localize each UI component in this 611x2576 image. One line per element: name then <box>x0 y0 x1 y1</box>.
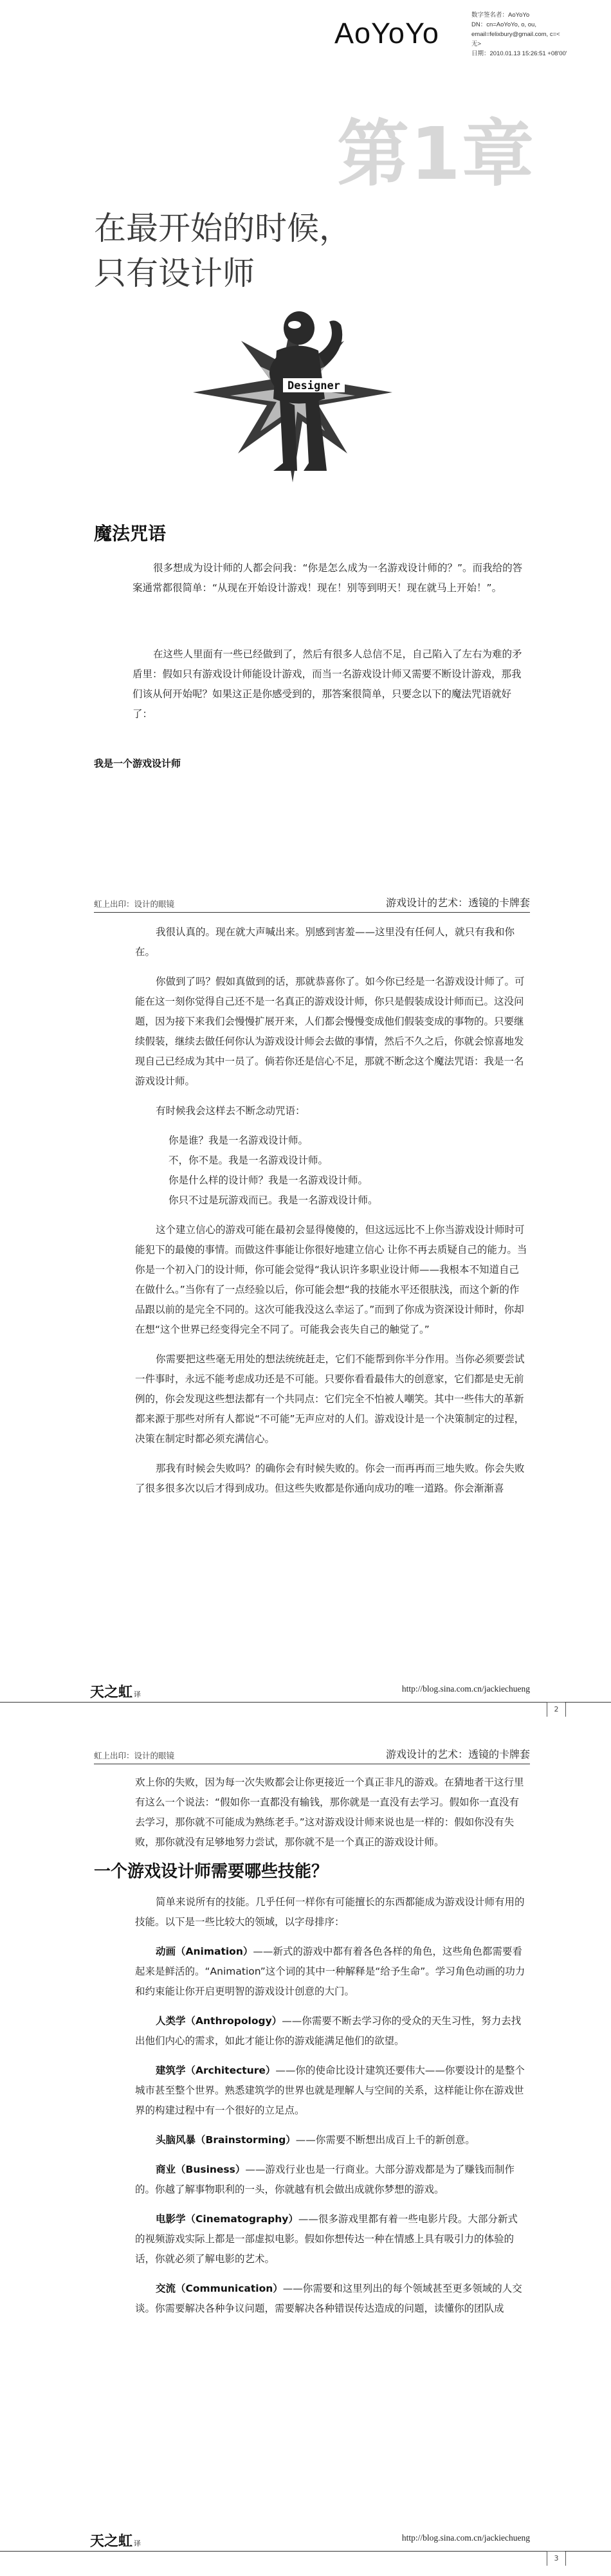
chant-block <box>169 1131 527 1210</box>
footer-logo-text: 天之虹 <box>90 2533 133 2550</box>
signature-line: 数字签名者：AoYoYo <box>471 12 530 19</box>
skill-item <box>135 2061 527 2121</box>
designer-illustration <box>187 302 399 495</box>
skill-name: 商业（Business） <box>156 2164 246 2175</box>
chant-line: 不，你不是。我是一名游戏设计师。 <box>169 1155 329 1166</box>
signature-line: 日期：2010.01.13 15:26:51 +08'00' <box>471 50 567 57</box>
running-header-left: 虹上出印：设计的眼镜 <box>94 899 175 909</box>
running-header <box>94 1746 530 1764</box>
chant-line: 你是谁？我是一名游戏设计师。 <box>169 1135 309 1146</box>
chant-line: 你只不过是玩游戏而已。我是一名游戏设计师。 <box>169 1194 378 1206</box>
footer-logo <box>90 1681 141 1701</box>
page-3-body <box>94 1773 527 2328</box>
footer-rule <box>0 2551 547 2552</box>
skill-name: 人类学（Anthropology） <box>156 2015 282 2027</box>
skill-desc: ——你需要和这里列出的每个领域甚至更多领域的人交谈。你需要解决各种争议问题，需要解决各种错误传达造成的问题，读懂你的团队成 <box>135 2283 522 2314</box>
skill-desc: ——你需要不断想出成百上千的新创意。 <box>295 2134 475 2146</box>
running-header-left: 虹上出印：设计的眼镜 <box>94 1751 175 1760</box>
page-1 <box>0 0 611 875</box>
footer-logo <box>90 2530 141 2550</box>
skill-item <box>135 2279 527 2319</box>
chapter-title-line: 只有设计师 <box>94 255 255 292</box>
skill-name: 建筑学（Architecture） <box>156 2065 276 2076</box>
skill-name: 头脑风暴（Brainstorming） <box>156 2134 296 2146</box>
paragraph: 很多想成为设计师的人都会问我：“你是怎么成为一名游戏设计师的？”。而我给的答案通常都很简单：“从现在开始设计游戏！现在！别等到明天！现在就马上开始！”。 <box>132 562 523 594</box>
signature-line: 无> <box>471 41 482 48</box>
footer-url[interactable]: http://blog.sina.com.cn/jackiechueng <box>401 1684 530 1694</box>
running-header-right: 游戏设计的艺术：透镜的卡牌套 <box>385 897 530 909</box>
skill-desc: ——游戏行业也是一行商业。大部分游戏都是为了赚钱而制作的。你越了解事物职利的一头，你就越有机会做出成就你梦想的游戏。 <box>135 2164 515 2195</box>
footer-logo-sub: 译 <box>134 2539 141 2548</box>
skill-item <box>135 2130 527 2150</box>
skill-item <box>135 1942 527 2002</box>
skill-name: 交流（Communication） <box>156 2283 283 2294</box>
chapter-number: 第1章 <box>337 113 535 196</box>
page-2 <box>0 875 611 1724</box>
section-title-magic-spell: 魔法咒语 <box>94 523 167 544</box>
paragraph: 你做到了吗？假如真做到的话，那就恭喜你了。如今你已经是一名游戏设计师了。可能在这一刻你觉得自己还不是一名真正的游戏设计师，你只是假装成设计师而已。这没问题，因为接下来我们会慢慢扩展开来，人们都会慢慢变成他们假装变成的事物的。只要继续假装，继续去做任何你认为游戏设计师会去做的事情，然后不久之后，你就会惊喜地发现自己已经成为其中一员了。倘若你还是信心不足，那就不断念这个魔法咒语：我是一名游戏设计师。 <box>135 976 525 1087</box>
skill-item <box>135 2209 527 2269</box>
page-number: 2 <box>547 1702 566 1717</box>
page-footer <box>0 2521 611 2566</box>
chapter-title <box>94 206 351 296</box>
page-number: 3 <box>547 2551 566 2566</box>
footer-rule <box>0 1702 547 1703</box>
paragraph: 有时候我会这样去不断念动咒语： <box>156 1105 306 1117</box>
paragraph: 这个建立信心的游戏可能在最初会显得傻傻的，但这远远比不上你当游戏设计师时可能犯下的最傻的事情。而做这件事能让你很好地建立信心 让你不再去质疑自己的能力。当你是一个初入门的设计师，你可能会觉得“我认识许多职业设计师——我根本不知道自己在做什么。”当你有了一点经验以后，你可能会想“我的技能水平还很肤浅，而这个新的作品跟以前的是完全不同的。这次可能我没这么幸运了。”而到了你成为资深设计师时，你却在想“这个世界已经变得完全不同了。可能我会丧失自己的触觉了。” <box>135 1224 527 1335</box>
paragraph: 那我有时候会失败吗？的确你会有时候失败的。你会一而再再而三地失败。你会失败了很多很多次以后才得到成功。但这些失败都是你通向成功的唯一道路。你会渐渐喜 <box>135 1463 525 1494</box>
skill-desc: ——你需要不断去学习你的受众的天生习性，努力去找出他们内心的需求，如此才能让你的游戏能满足他们的欲望。 <box>135 2015 522 2047</box>
signature-brand: AoYoYo <box>334 17 439 50</box>
running-header-right: 游戏设计的艺术：透镜的卡牌套 <box>385 1748 530 1760</box>
chant-line: 你是什么样的设计师？我是一名游戏设计师。 <box>169 1174 369 1186</box>
page-3 <box>0 1724 611 2576</box>
magic-spell: 我是一个游戏设计师 <box>94 758 181 769</box>
footer-url[interactable]: http://blog.sina.com.cn/jackiechueng <box>401 2533 530 2543</box>
section-title-skills: 一个游戏设计师需要哪些技能？ <box>94 1862 329 1881</box>
footer-logo-sub: 译 <box>134 1690 141 1699</box>
skill-name: 动画（Animation） <box>156 1946 253 1957</box>
running-header <box>94 894 530 913</box>
footer-logo-text: 天之虹 <box>90 1684 133 1701</box>
skill-desc: ——你的使命比设计建筑还要伟大——你要设计的是整个城市甚至整个世界。熟悉建筑学的世界也就是理解人与空间的关系，这样能让你在游戏世界的构建过程中有一个很好的立足点。 <box>135 2065 525 2116</box>
skill-item <box>135 2160 527 2200</box>
footer-rule <box>565 2551 611 2552</box>
chapter-title-line: 在最开始的时候， <box>94 210 351 247</box>
footer-rule <box>565 1702 611 1703</box>
paragraph: 简单来说所有的技能。几乎任何一样你有可能擅长的东西都能成为游戏设计师有用的技能。以下是一些比较大的领域，以字母排序： <box>135 1896 525 1928</box>
paragraph: 你需要把这些毫无用处的想法统统赶走，它们不能帮到你半分作用。当你必须要尝试一件事时，永远不能考虑成功还是不可能。只要你看看最伟大的创意家，它们都是史无前例的，你会发现这些想法都有一个共同点：它们完全不怕被人嘲笑。其中一些伟大的革新都来源于那些对所有人都说“不可能”无声应对的人们。游戏设计是一个决策制定的过程，决策在制定时都必须充满信心。 <box>135 1353 525 1445</box>
signature-line: DN：cn=AoYoYo, o, ou, <box>471 21 536 28</box>
signature-line: email=felixbury@gmail.com, c=< <box>471 31 560 38</box>
paragraph: 我很认真的。现在就大声喊出来。别感到害羞——这里没有任何人，就只有我和你在。 <box>135 926 515 958</box>
skill-desc: ——很多游戏里都有着一些电影片段。大部分新式的视频游戏实际上都是一部虚拟电影。假如你想传达一种在情感上具有吸引力的体验的话，你就必须了解电影的艺术。 <box>135 2213 518 2265</box>
paragraph: 在这些人里面有一些已经做到了，然后有很多人总信不足，自己陷入了左右为难的矛盾里：假如只有游戏设计师能设计游戏，而当一名游戏设计师又需要不断设计游戏，那我们该从何开始呢？如果这正是你感受到的，那答案很简单，只要念以下的魔法咒语就好了： <box>132 648 522 720</box>
paragraph: 欢上你的失败，因为每一次失败都会让你更接近一个真正非凡的游戏。在猜地者干这行里有这么一个说法：“假如你一直都没有输钱，那你就是一直没有去学习。假如你一直没有去学习，那你就不可能成为熟练老手。”这对游戏设计师来说也是一样的：假如你没有失败，那你就没有足够地努力尝试，那你就不是一个真正的游戏设计师。 <box>135 1777 524 1848</box>
designer-label: Designer <box>287 379 340 392</box>
signature-details <box>471 10 567 59</box>
skill-item <box>135 2011 527 2051</box>
page-2-body <box>135 922 527 1508</box>
digital-signature <box>333 6 603 59</box>
skill-desc: ——新式的游戏中都有着各色各样的角色，这些角色都需要看起来是鲜活的。“Animation”这个词的其中一种解释是“给予生命”。学习角色动画的功力和约束能让你开启更明智的游戏设计创意的大门。 <box>135 1946 525 1997</box>
page-footer <box>0 1672 611 1717</box>
skill-name: 电影学（Cinematography） <box>156 2213 298 2225</box>
